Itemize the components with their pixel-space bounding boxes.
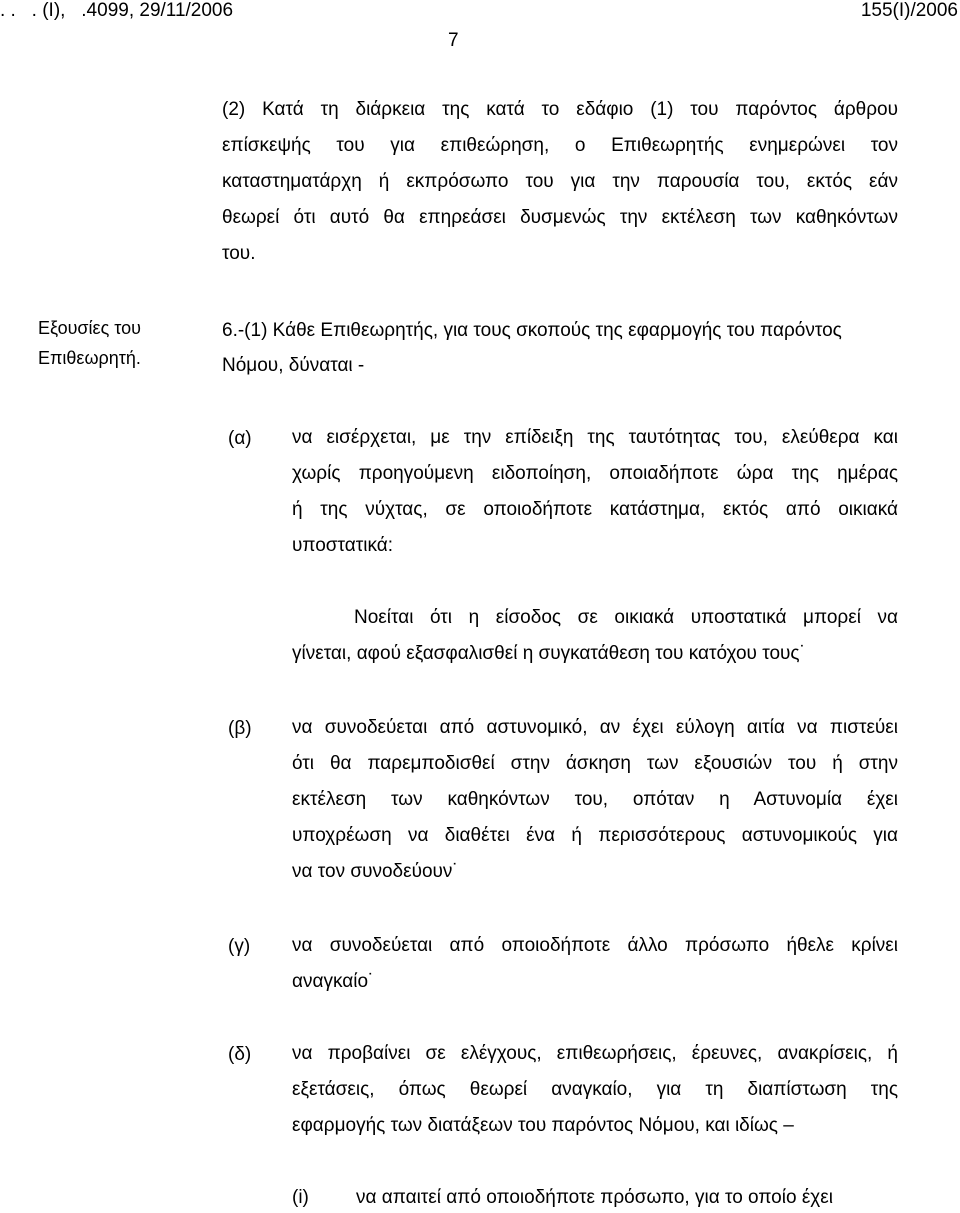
item-a-line: χωρίς προηγούμενη ειδοποίηση, οποιαδήποτε ώρα της ημέρας [292, 463, 898, 484]
item-a-text [292, 428, 898, 572]
item-a-line: υποστατικά: [292, 535, 394, 556]
item-d-text [292, 1044, 898, 1152]
item-b-line: εκτέλεση των καθηκόντων του, οπόταν η Αστυνομία έχει [292, 789, 898, 810]
item-d-i-label: (i) [292, 1187, 309, 1208]
para2-line: του. [222, 243, 256, 264]
item-b-label: (β) [228, 718, 252, 739]
section-6-line-1: 6.-(1) Κάθε Επιθεωρητής, για τους σκοπούς της εφαρμογής του παρόντος [222, 320, 842, 341]
header-right: 155(Ι)/2006 [860, 0, 958, 21]
item-d-line: εξετάσεις, όπως θεωρεί αναγκαίο, για τη διαπίστωση της [292, 1079, 898, 1100]
item-b-line: να συνοδεύεται από αστυνομικό, αν έχει εύλογη αιτία να πιστεύει [292, 717, 898, 738]
item-a-proviso [292, 608, 898, 680]
paragraph-2 [222, 100, 898, 280]
item-c-label: (γ) [228, 936, 251, 957]
item-b-line: να τον συνοδεύουν˙ [292, 861, 459, 882]
item-b-line: ότι θα παρεμποδισθεί στην άσκηση των εξουσιών του ή στην [292, 753, 898, 774]
proviso-line: Νοείται ότι η είσοδος σε οικιακά υποστατικά μπορεί να [354, 607, 898, 628]
item-b-line: υποχρέωση να διαθέτει ένα ή περισσότερους αστυνομικούς για [292, 825, 898, 846]
item-d-line: εφαρμογής των διατάξεων του παρόντος Νόμου, και ιδίως – [292, 1115, 794, 1136]
para2-line: (2) Κατά τη διάρκεια της κατά το εδάφιο (1) του παρόντος άρθρου [222, 99, 898, 120]
margin-note-title-2: Επιθεωρητή. [38, 348, 141, 368]
item-a-line: να εισέρχεται, με την επίδειξη της ταυτότητας του, ελεύθερα και [292, 427, 898, 448]
item-a-label: (α) [228, 428, 252, 449]
section-6-line-2: Νόμου, δύναται - [222, 355, 365, 376]
item-c-line: να συνοδεύεται από οποιοδήποτε άλλο πρόσωπο ήθελε κρίνει [292, 935, 898, 956]
item-d-label: (δ) [228, 1044, 252, 1065]
page-number: 7 [448, 30, 459, 51]
item-d-i-text: να απαιτεί από οποιοδήποτε πρόσωπο, για το οποίο έχει [356, 1187, 833, 1208]
item-c-text [292, 936, 898, 1008]
header-left: . . . (Ι), .4099, 29/11/2006 [0, 0, 234, 21]
proviso-line: γίνεται, αφού εξασφαλισθεί η συγκατάθεση του κατόχου τους˙ [292, 643, 806, 664]
margin-note-title: Εξουσίες του [38, 318, 141, 338]
item-b-text [292, 718, 898, 898]
para2-line: καταστηματάρχη ή εκπρόσωπο του για την παρουσία του, εκτός εάν [222, 171, 898, 192]
para2-line: επίσκεψής του για επιθεώρηση, ο Επιθεωρητής ενημερώνει τον [222, 135, 898, 156]
para2-line: θεωρεί ότι αυτό θα επηρεάσει δυσμενώς την εκτέλεση των καθηκόντων [222, 207, 898, 228]
item-a-line: ή της νύχτας, σε οποιοδήποτε κατάστημα, εκτός από οικιακά [292, 499, 898, 520]
item-c-line: αναγκαίο˙ [292, 971, 375, 992]
item-d-line: να προβαίνει σε ελέγχους, επιθεωρήσεις, έρευνες, ανακρίσεις, ή [292, 1043, 898, 1064]
